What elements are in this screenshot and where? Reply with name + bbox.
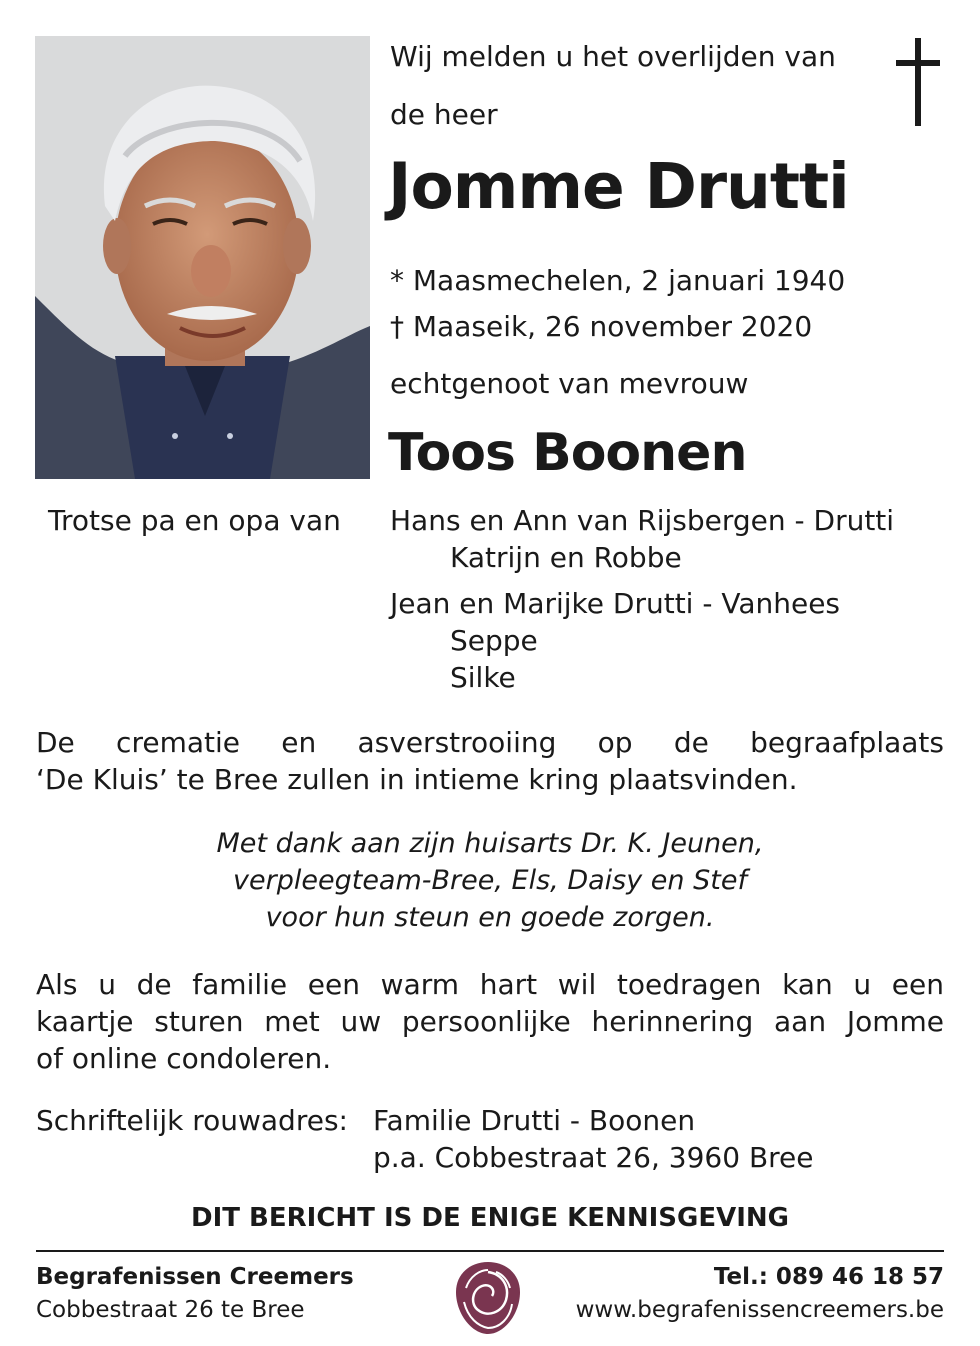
address-line-1: Familie Drutti - Boonen [373, 1104, 696, 1137]
condolence-line-3: of online condoleren. [36, 1042, 332, 1075]
company-phone: Tel.: 089 46 18 57 [713, 1264, 944, 1290]
spouse-intro: echtgenoot van mevrouw [390, 367, 749, 400]
thanks-block [36, 825, 944, 936]
thanks-line-2: verpleegteam-Bree, Els, Daisy en Stef [233, 865, 747, 896]
family-child: Seppe [450, 624, 538, 657]
address-line-2: p.a. Cobbestraat 26, 3960 Bree [373, 1141, 814, 1174]
rose-logo-icon [452, 1258, 524, 1338]
company-address: Cobbestraat 26 te Bree [36, 1297, 305, 1323]
deceased-name: Jomme Drutti [388, 150, 849, 223]
family-parents-1: Hans en Ann van Rijsbergen - Drutti [390, 504, 895, 537]
spouse-name: Toos Boonen [388, 423, 747, 483]
company-website[interactable]: www.begrafenissencreemers.be [575, 1297, 944, 1323]
address-label: Schriftelijk rouwadres: [36, 1104, 348, 1137]
intro-line-2: de heer [390, 98, 498, 131]
company-name: Begrafenissen Creemers [36, 1264, 354, 1290]
sole-notice: DIT BERICHT IS DE ENIGE KENNISGEVING [191, 1203, 789, 1233]
death-line: † Maaseik, 26 november 2020 [390, 310, 813, 343]
family-child: Katrijn en Robbe [450, 541, 682, 574]
cremation-line-2: ‘De Kluis’ te Bree zullen in intieme kring plaatsvinden. [36, 763, 798, 796]
cremation-line-1: De crematie en asverstrooiing op de begraafplaats [36, 726, 944, 759]
intro-line-1: Wij melden u het overlijden van [390, 40, 836, 73]
family-child: Silke [450, 661, 516, 694]
birth-line: * Maasmechelen, 2 januari 1940 [390, 264, 846, 297]
latin-cross-icon [896, 38, 940, 126]
family-parents-2: Jean en Marijke Drutti - Vanhees [390, 587, 841, 620]
condolence-line-1: Als u de familie een warm hart wil toedragen kan u een [36, 968, 944, 1001]
footer-divider [36, 1250, 944, 1252]
portrait-photo [35, 36, 370, 479]
family-label: Trotse pa en opa van [48, 504, 341, 537]
thanks-line-3: voor hun steun en goede zorgen. [265, 902, 715, 933]
condolence-line-2: kaartje sturen met uw persoonlijke herinnering aan Jomme [36, 1005, 944, 1038]
thanks-line-1: Met dank aan zijn huisarts Dr. K. Jeunen, [216, 828, 764, 859]
